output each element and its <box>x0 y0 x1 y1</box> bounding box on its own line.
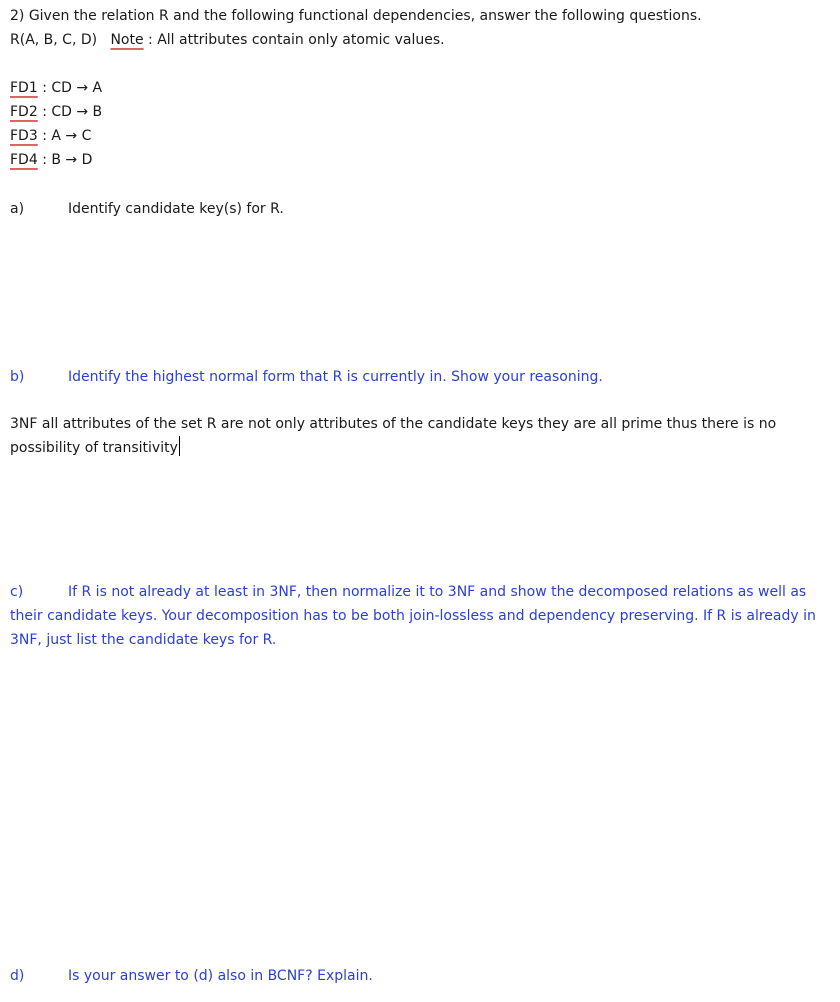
part-b-text: Identify the highest normal form that R is currently in. Show your reasoning. <box>68 369 603 385</box>
part-d-text: Is your answer to (d) also in BCNF? Explain. <box>68 968 373 984</box>
relation-schema: R(A, B, C, D) <box>10 32 98 48</box>
part-b-label: b) <box>10 369 25 385</box>
note-label: Note <box>110 32 144 48</box>
fd-label: FD3 <box>10 128 38 144</box>
part-b <box>10 367 603 387</box>
fd-rule: : CD → B <box>42 104 103 120</box>
note-text: : All attributes contain only atomic values. <box>148 32 445 48</box>
relation-line <box>10 30 445 50</box>
part-a-label: a) <box>10 201 25 217</box>
fd-line-2 <box>10 102 102 122</box>
fd-rule: : B → D <box>42 152 93 168</box>
fd-rule: : A → C <box>42 128 92 144</box>
fd-line-1 <box>10 78 102 98</box>
fd-line-3 <box>10 126 91 146</box>
part-a <box>10 199 284 219</box>
part-c-label: c) <box>10 584 24 600</box>
part-c-text: If R is not already at least in 3NF, then normalize it to 3NF and show the decomposed relations as well as their candidate keys. Your decomposition has to be both join-lossless and dependency preserving. If R is already in 3NF, just list the candidate keys for R. <box>10 584 816 648</box>
text-caret <box>179 436 180 456</box>
question-intro: 2) Given the relation R and the following functional dependencies, answer the following questions. <box>10 8 702 24</box>
part-c <box>10 580 830 652</box>
fd-line-4 <box>10 150 92 170</box>
fd-label: FD1 <box>10 80 38 96</box>
fd-rule: : CD → A <box>42 80 103 96</box>
answer-b-editor[interactable] <box>10 412 830 460</box>
fd-label: FD4 <box>10 152 38 168</box>
part-a-text: Identify candidate key(s) for R. <box>68 201 284 217</box>
fd-label: FD2 <box>10 104 38 120</box>
part-d-label: d) <box>10 968 25 984</box>
part-d <box>10 966 373 986</box>
answer-b-text[interactable]: 3NF all attributes of the set R are not only attributes of the candidate keys they are all prime thus there is no possibility of transitivity <box>10 416 777 456</box>
